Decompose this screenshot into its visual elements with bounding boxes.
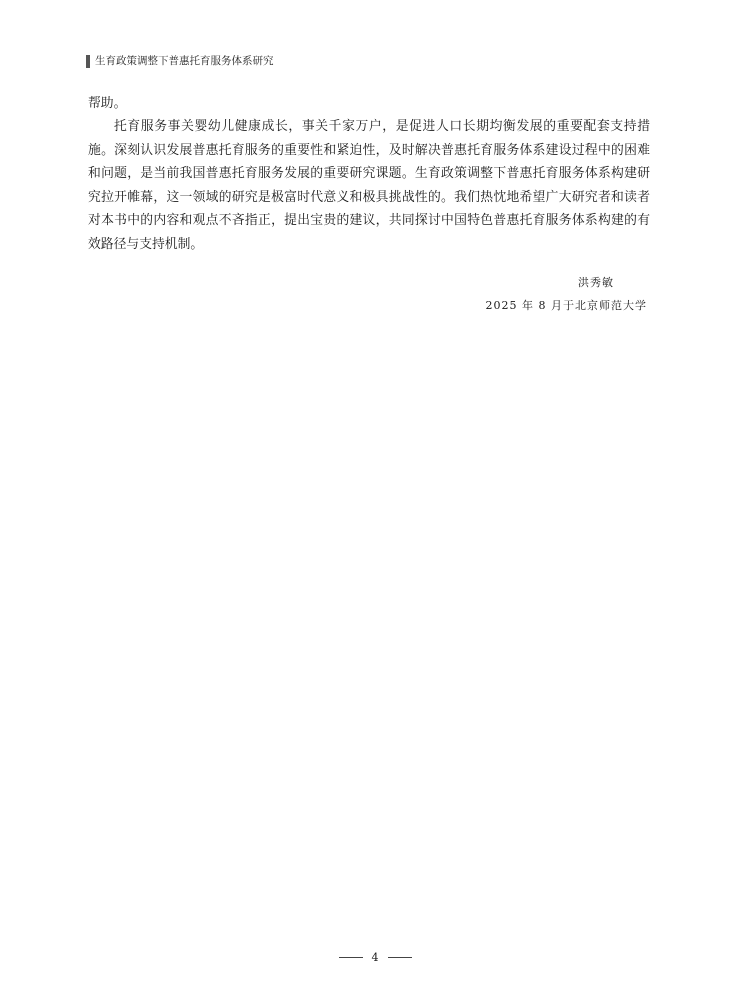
running-title: 生育政策调整下普惠托育服务体系研究 <box>95 55 274 67</box>
header-marker-bar <box>86 55 90 68</box>
running-header <box>86 54 274 68</box>
signature-author: 洪秀敏 <box>578 276 614 289</box>
footer-rule-left <box>339 957 363 958</box>
body-paragraph: 托育服务事关婴幼儿健康成长，事关千家万户，是促进人口长期均衡发展的重要配套支持措施。深刻认识发展普惠托育服务的重要性和紧迫性，及时解决普惠托育服务体系建设过程中的困难和问题，是当前我国普惠托育服务发展的重要研究课题。生育政策调整下普惠托育服务体系构建研究拉开帷幕，这一领域的研究是极富时代意义和极具挑战性的。我们热忱地希望广大研究者和读者对本书中的内容和观点不吝指正，提出宝贵的建议，共同探讨中国特色普惠托育服务体系构建的有效路径与支持机制。 <box>88 119 650 252</box>
continuation-text: 帮助。 <box>88 96 127 111</box>
page-number: 4 <box>371 951 379 964</box>
signature-date-place: 2025 年 8 月于北京师范大学 <box>485 299 647 312</box>
page-footer <box>0 951 750 964</box>
footer-rule-right <box>388 957 412 958</box>
